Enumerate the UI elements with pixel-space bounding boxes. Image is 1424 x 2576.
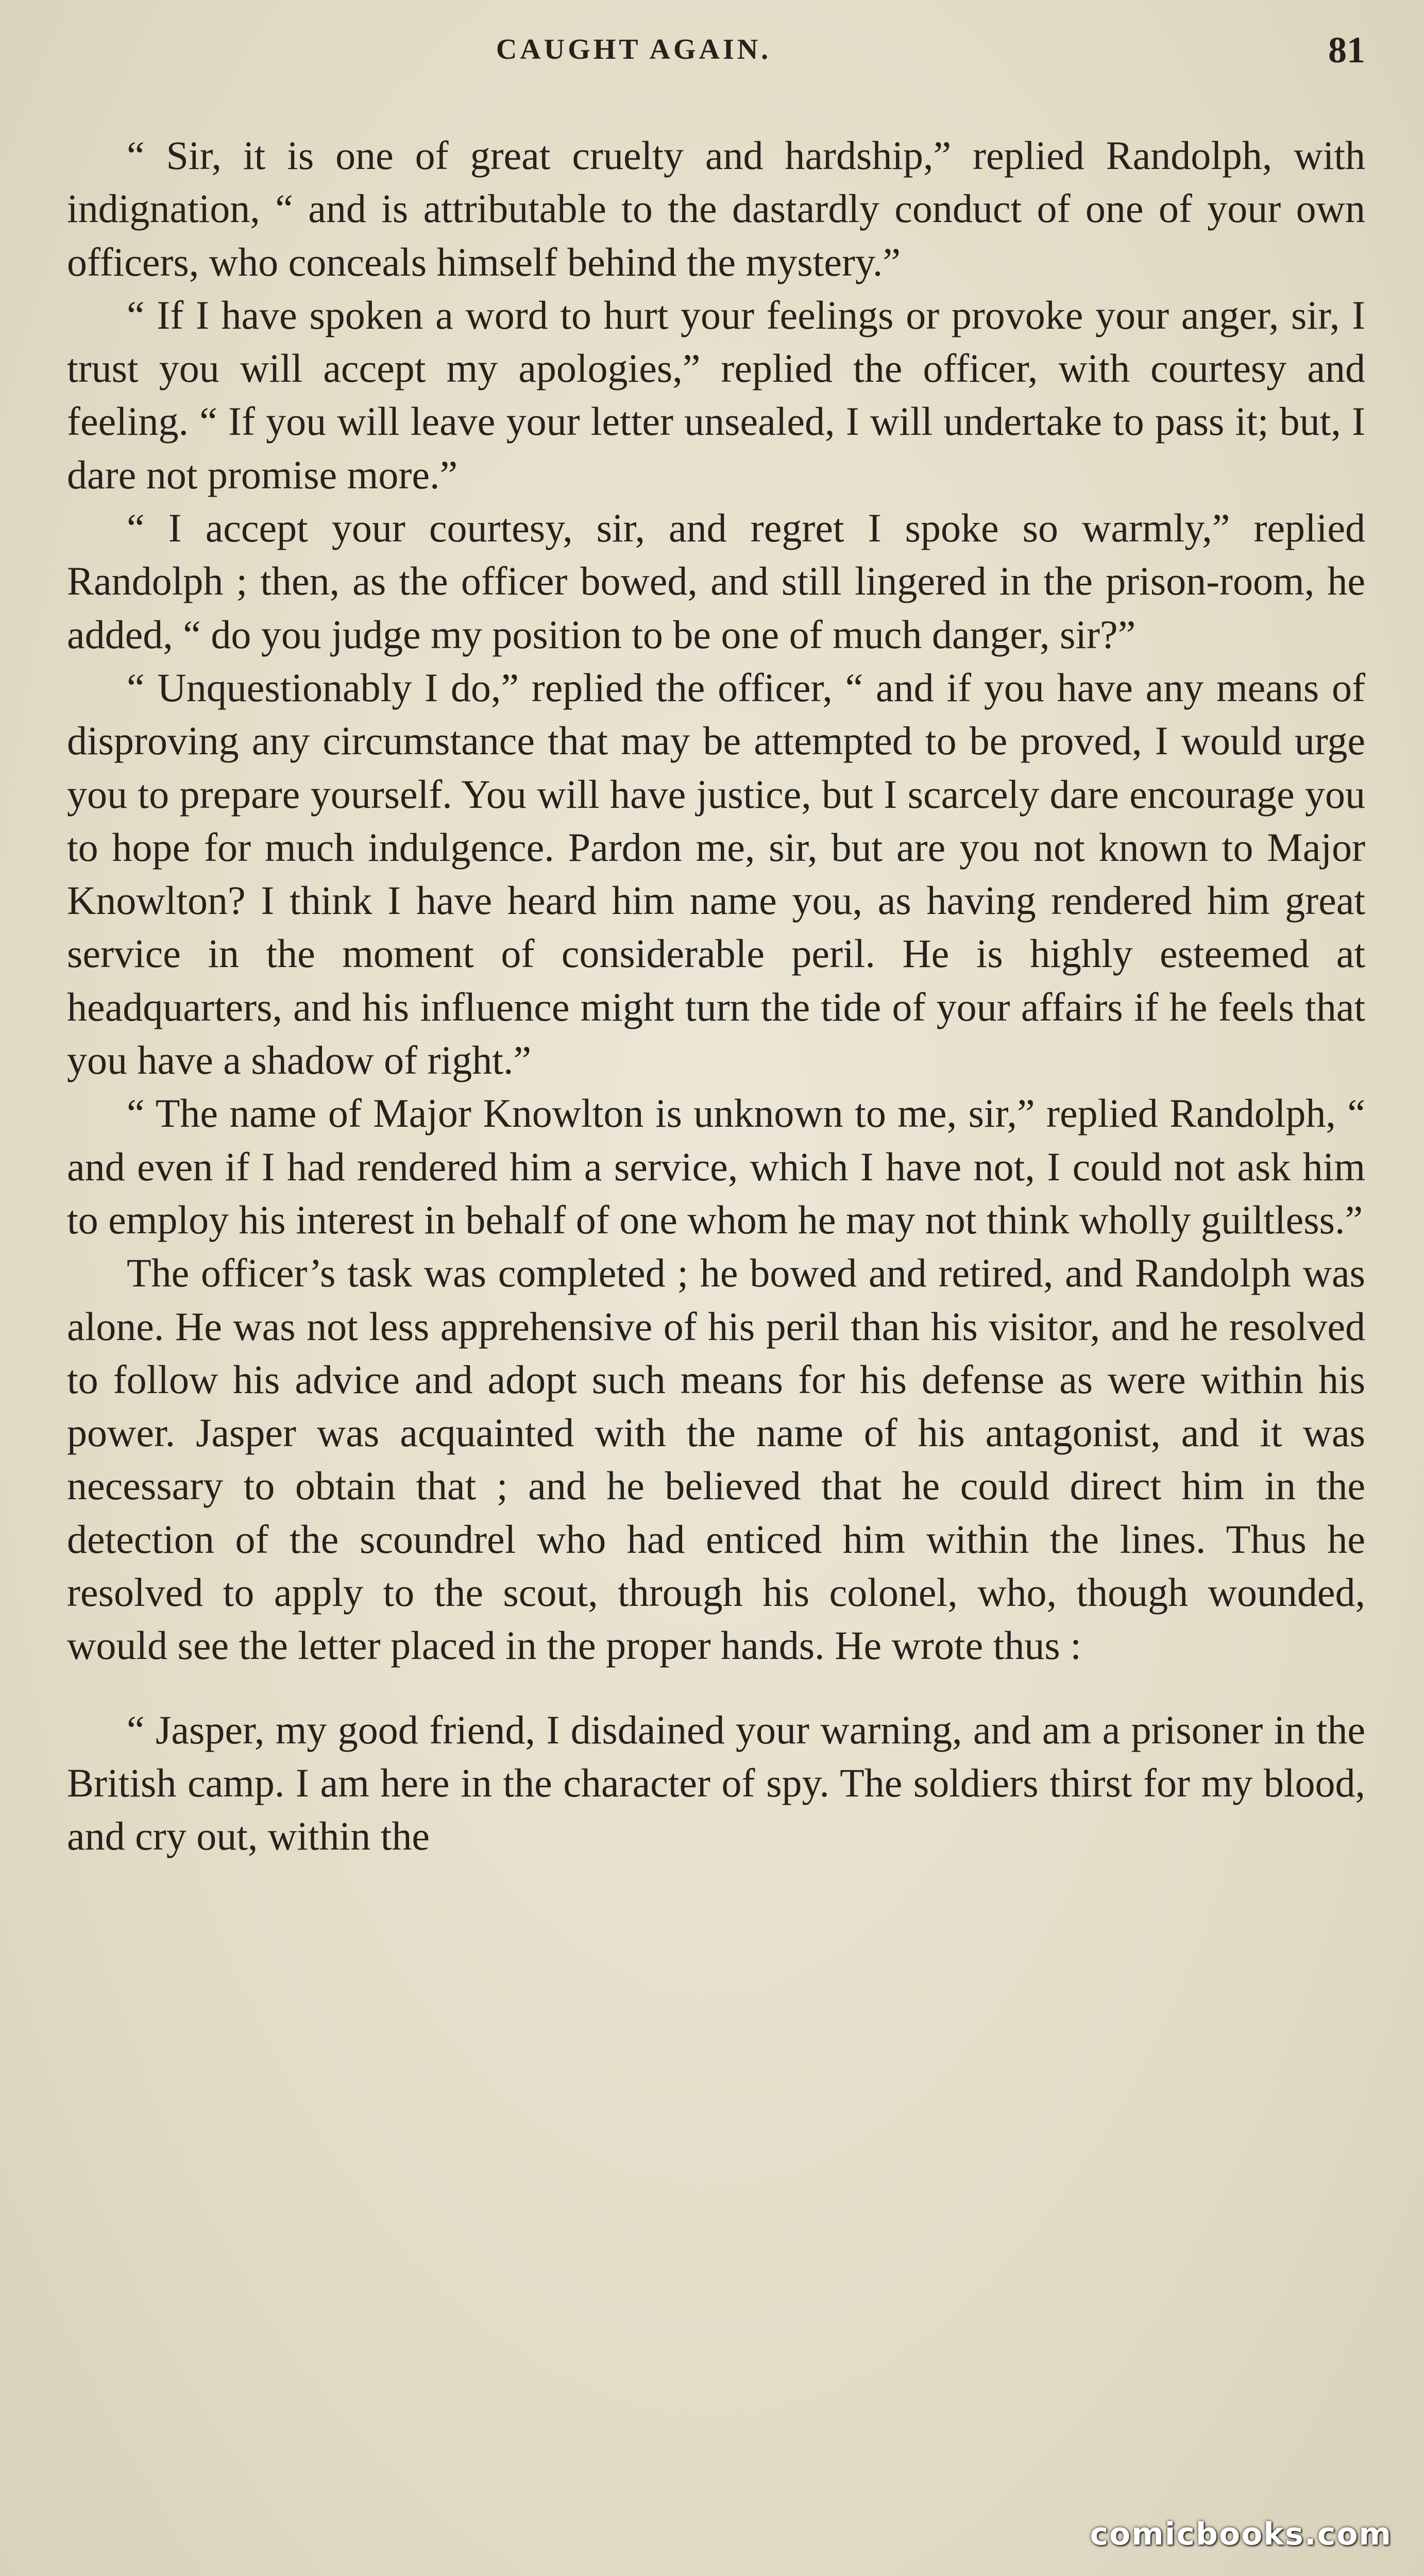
letter-paragraph: “ Jasper, my good friend, I disdained your warning, and am a prisoner in the British camp. I am here in the character of spy. The soldiers thirst for my blood, and cry out, within the	[67, 1707, 1365, 1859]
paragraph-6: The officer’s task was completed ; he bowed and retired, and Randolph was alone. He was not less apprehensive of his peril than his visitor, and he resolved to follow his advice and adopt such means for his defense as were within his power. Jasper was acquainted with the name of his antagonist, and it was necessary to obtain that ; and he believed that he could direct him in the detection of the scoundrel who had enticed him within the lines. Thus he resolved to apply to the scout, through his colonel, who, though wounded, would see the letter placed in the proper hands. He wrote thus :	[67, 1250, 1365, 1668]
paragraph-3: “ I accept your courtesy, sir, and regret I spoke so warmly,” replied Randolph ; then, as the officer bowed, and still lingered in the prison-room, he added, “ do you judge my position to be one of much danger, sir?”	[67, 505, 1365, 657]
paragraph-5: “ The name of Major Knowlton is unknown to me, sir,” replied Randolph, “ and even if I had rendered him a service, which I have not, I could not ask him to employ his interest in behalf of one whom he may not think wholly guiltless.”	[67, 1091, 1365, 1242]
paragraph-4: “ Unquestionably I do,” replied the officer, “ and if you have any means of disproving any circumstance that may be attempted to be proved, I would urge you to prepare yourself. You will have justice, but I scarcely dare encourage you to hope for much indulgence. Pardon me, sir, but are you not known to Major Knowlton? I think I have heard him name you, as having rendered him great service in the moment of considerable peril. He is highly esteemed at headquarters, and his influence might turn the tide of your affairs if he feels that you have a shadow of right.”	[67, 665, 1365, 1083]
page-number: 81	[1328, 29, 1365, 71]
body-text	[67, 129, 1365, 1863]
paragraph-1: “ Sir, it is one of great cruelty and hardship,” replied Randolph, with indignation, “ and is attributable to the dastardly conduct of one of your own officers, who conceals himself behind the mystery.”	[67, 133, 1365, 284]
watermark: comicbooks.com	[1090, 2516, 1392, 2552]
paragraph-2: “ If I have spoken a word to hurt your feelings or provoke your anger, sir, I trust you will accept my apologies,” replied the officer, with courtesy and feeling. “ If you will leave your letter unsealed, I will undertake to pass it; but, I dare not promise more.”	[67, 292, 1365, 497]
page-header	[67, 29, 1365, 75]
running-title: CAUGHT AGAIN.	[496, 33, 772, 65]
